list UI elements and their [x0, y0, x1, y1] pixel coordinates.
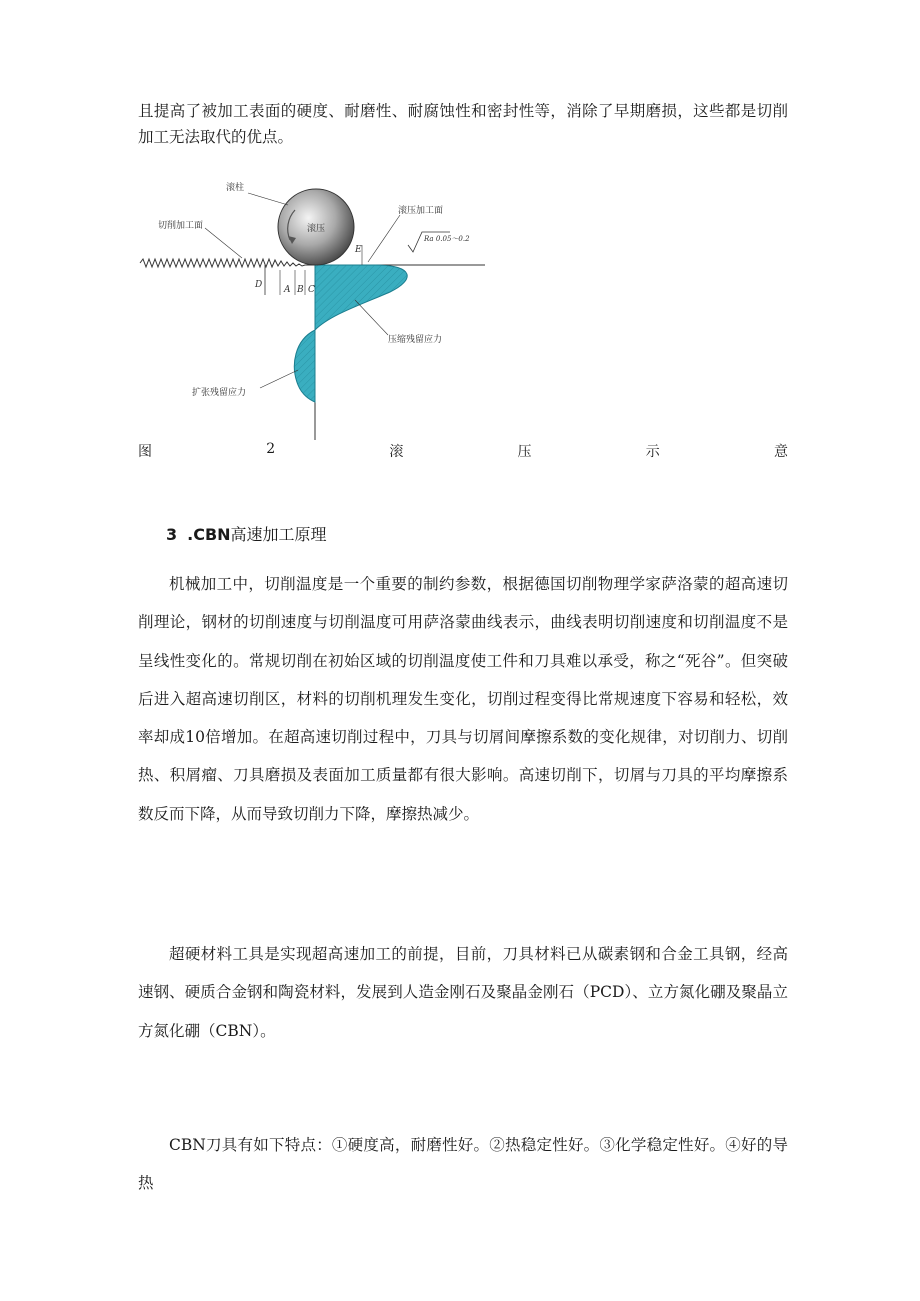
section-code: .CBN: [187, 525, 231, 544]
label-roller: 滚柱: [226, 183, 245, 193]
leader-cut-surface: [205, 228, 242, 258]
leader-compressive: [355, 300, 388, 335]
rolling-diagram: [130, 170, 500, 445]
figure-caption: [138, 441, 788, 461]
label-rolled-surface: 滚压加工面: [398, 206, 444, 216]
body-paragraph: CBN刀具有如下特点：①硬度高，耐磨性好。②热稳定性好。③化学稳定性好。④好的导热: [138, 1136, 788, 1193]
cut-surface-zigzag: [140, 259, 315, 267]
label-dim-e: E: [355, 245, 362, 255]
label-dim-d: D: [255, 280, 263, 290]
caption-char: 压: [517, 444, 532, 460]
label-compressive-stress: 压缩残留应力: [388, 335, 443, 345]
rolling-diagram-svg: [130, 170, 500, 445]
caption-char: 图: [138, 444, 152, 460]
label-dim-c: C: [308, 285, 315, 295]
label-tensile-stress: 扩张残留应力: [192, 388, 247, 398]
label-dim-b: B: [297, 285, 304, 295]
caption-char: 示: [645, 444, 660, 460]
tensile-stress-hatch: [294, 330, 315, 402]
section-number: 3: [166, 525, 178, 544]
leader-tensile: [260, 370, 298, 388]
leader-roller: [248, 193, 288, 205]
section-heading: [166, 522, 327, 545]
body-paragraph: 超硬材料工具是实现超高速加工的前提，目前，刀具材料已从碳素钢和合金工具钢，经高速钢、硬质合金钢和陶瓷材料，发展到人造金刚石及聚晶金刚石（PCD）、立方氮化硼及聚晶立方氮化硼（CBN）。: [138, 945, 788, 1040]
section-title: 高速加工原理: [230, 525, 327, 544]
label-dim-a: A: [284, 285, 291, 295]
leader-rolled-surface: [368, 215, 400, 262]
label-rolling: 滚压: [307, 224, 326, 234]
body-paragraph: 机械加工中，切削温度是一个重要的制约参数，根据德国切削物理学家萨洛蒙的超高速切削理论，钢材的切削速度与切削温度可用萨洛蒙曲线表示，曲线表明切削速度和切削温度不是呈线性变化的。常规切削在初始区域的切削温度使工件和刀具难以承受，称之“死谷”。但突破后进入超高速切削区，材料的切削机理发生变化，切削过程变得比常规速度下容易和轻松，效率却成10倍增加。在超高速切削过程中，刀具与切屑间摩擦系数的变化规律，对切削力、切削热、积屑瘤、刀具磨损及表面加工质量都有很大影响。高速切削下，切屑与刀具的平均摩擦系数反而下降，从而导致切削力下降，摩擦热减少。: [138, 575, 788, 823]
compressive-stress-hatch: [315, 265, 407, 330]
caption-char: 2: [266, 441, 276, 457]
caption-char: 意: [773, 444, 788, 460]
label-cut-surface: 切削加工面: [158, 221, 204, 231]
caption-char: 滚: [389, 444, 404, 460]
label-roughness: Ra 0.05～0.2: [424, 235, 470, 243]
intro-paragraph: 且提高了被加工表面的硬度、耐磨性、耐腐蚀性和密封性等，消除了早期磨损，这些都是切削加工无法取代的优点。: [138, 102, 788, 146]
